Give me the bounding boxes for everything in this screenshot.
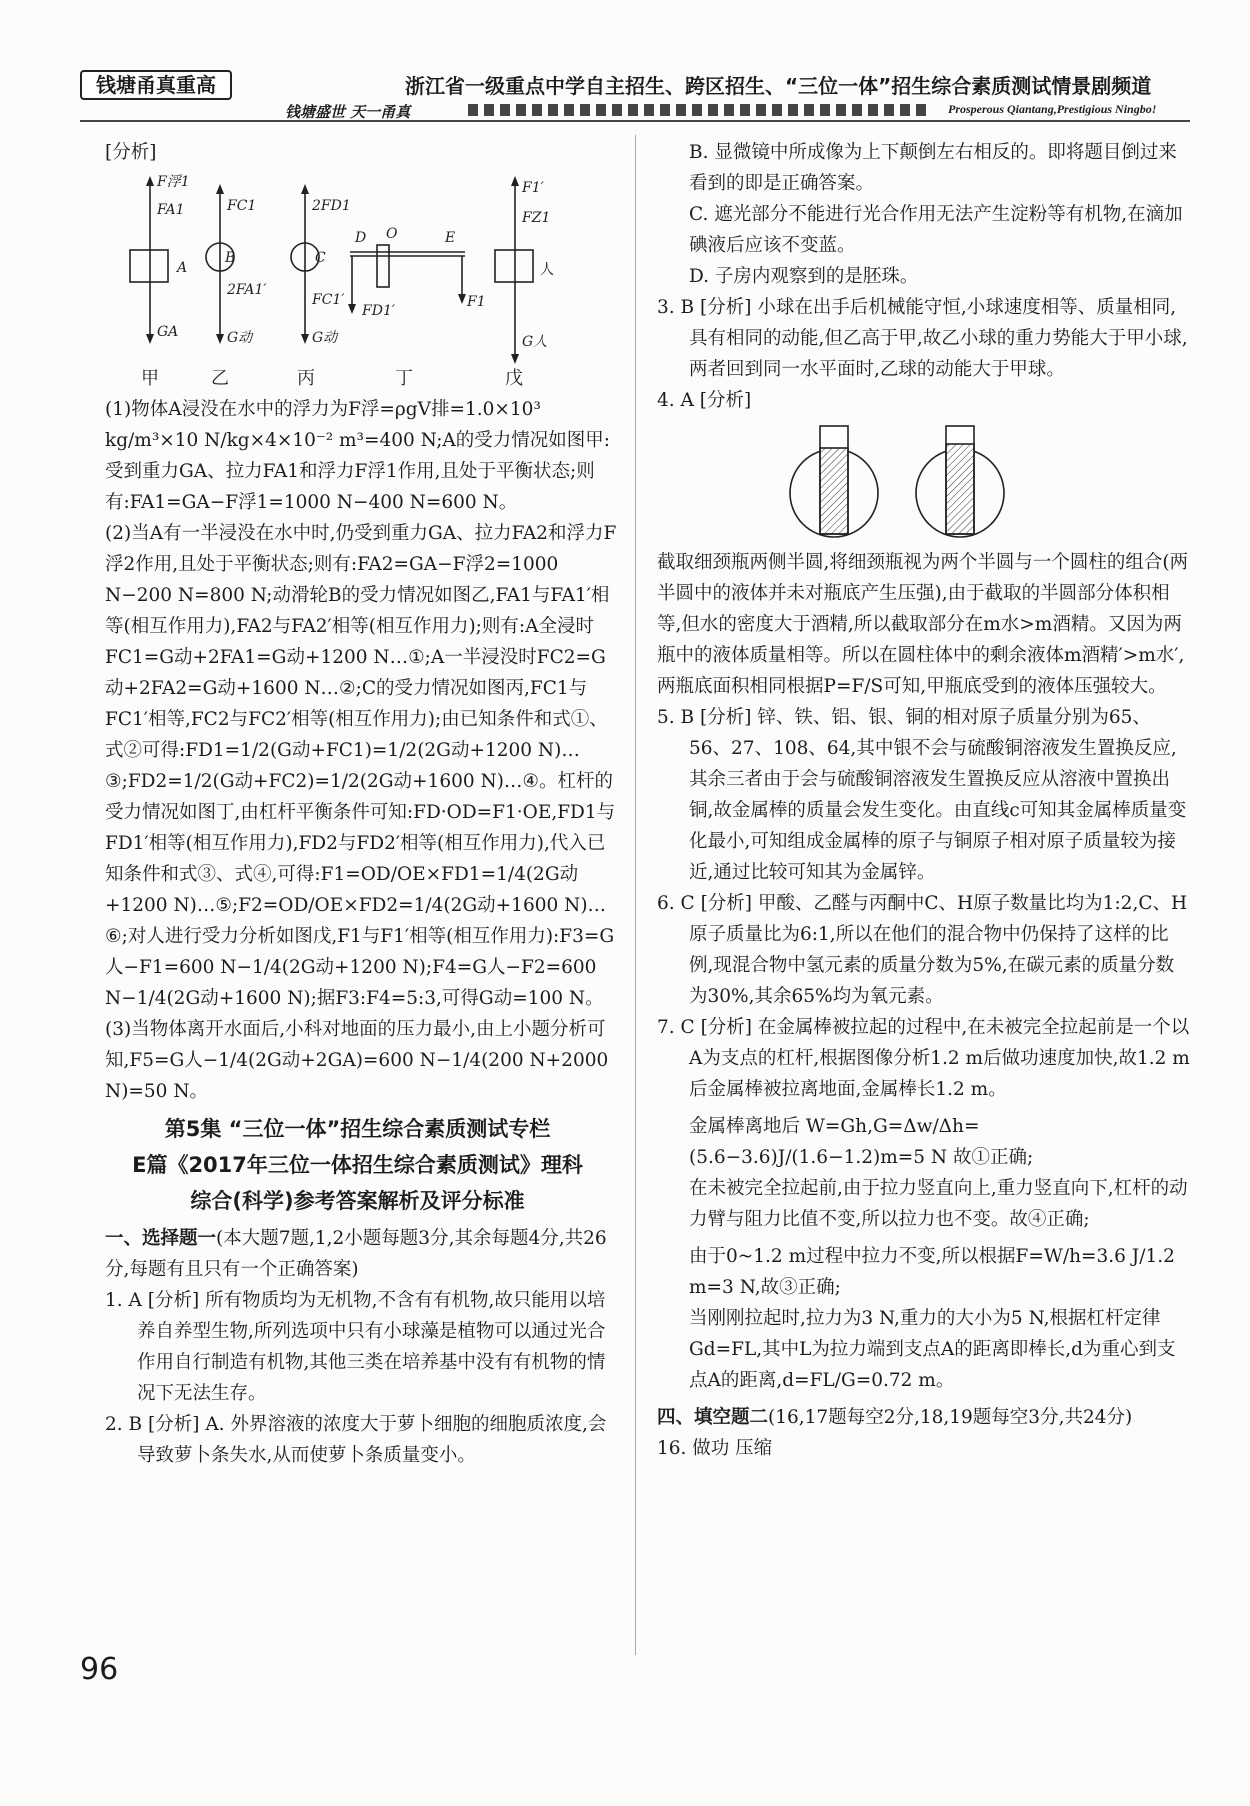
section-title-2: E篇《2017年三位一体招生综合素质测试》理科 [132,1153,583,1177]
label-2FA1p: 2FA1′ [227,282,267,298]
label-G-person: G人 [522,334,548,350]
column-divider [635,135,636,1655]
label-FD1p: FD1′ [362,303,396,319]
answer-q5: 5. B [分析] 锌、铁、铝、银、铜的相对原子质量分别为65、56、27、108、64,其中银不会与硫酸铜溶液发生置换反应,其余三者由于会与硫酸铜溶液发生置换反应从溶液中置换出铜,故金属棒的质量会发生变化。由直线c可知其金属棒质量变化最小,可知组成金属棒的原子与铜原子相对原子质量较为接近,通过比较可知其为金属锌。 [657,707,1187,883]
header-title: 浙江省一级重点中学自主招生、跨区招生、“三位一体”招生综合素质测试情景剧频道 [405,74,1152,98]
answer-q6: 6. C [分析] 甲酸、乙醛与丙酮中C、H原子数量比均为1:2,C、H原子质量比为6:1,所以在他们的混合物中仍保持了这样的比例,现混合物中氢元素的质量分数为5%,在碳元素的质量分数为30%,其余65%均为氧元素。 [657,893,1188,1007]
left-column [105,137,620,1471]
label-A: A [177,260,188,276]
header-rule [80,120,1190,122]
force-diagram [105,170,615,390]
answer-q7-b: 在未被完全拉起前,由于拉力竖直向上,重力竖直向下,杠杆的动力臂与阻力比值不变,所以拉力也不变。故④正确; [689,1178,1188,1230]
answer-q7-c: 由于0~1.2 m过程中拉力不变,所以根据F=W/h=3.6 J/1.2 m=3 N,故③正确; [689,1246,1175,1298]
fill-heading-text: (16,17题每空2分,18,19题每空3分,共24分) [768,1407,1133,1428]
right-column [657,137,1190,1464]
page-number: 96 [80,1652,119,1687]
section-title-3: 综合(科学)参考答案解析及评分标准 [190,1189,525,1213]
answer-q7: 7. C [分析] 在金属棒被拉起的过程中,在未被完全拉起前是一个以A为支点的杠杆,根据图像分析1.2 m后做功速度加快,故1.2 m后金属棒被拉离地面,金属棒长1.2 m。 [657,1017,1190,1100]
answer-q7-a: 金属棒离地后 W=Gh,G=Δw/Δh=(5.6−3.6)J/(1.6−1.2)m=5 N 故①正确; [689,1116,1034,1168]
caption-jia: 甲 [141,368,159,389]
caption-yi: 乙 [211,368,229,389]
label-F-float1: F浮1 [157,174,190,190]
label-O: O [386,226,398,242]
label-B: B [225,250,236,266]
answer-q1: 1. A [分析] 所有物质均为无机物,不含有有机物,故只能用以培养自养型生物,所列选项中只有小球藻是植物可以通过光合作用自行制造有机物,其他三类在培养基中没有有机物的情况下无法生存。 [105,1290,606,1404]
choice-heading-text: (本大题7题,1,2小题每题3分,其余每题4分,共26分,每题有且只有一个正确答案) [105,1228,607,1280]
bottle-diagram [657,418,1177,543]
label-F1: F1 [467,294,486,310]
answer-q4: 4. A [分析] [657,390,752,411]
header-english: Prosperous Qiantang,Prestigious Ningbo! [948,102,1157,116]
header-subtitle: 钱塘盛世 天一甬真 [285,103,411,121]
solution-part1: (1)物体A浸没在水中的浮力为F浮=ρgV排=1.0×10³ kg/m³×10 N/kg×4×10⁻² m³=400 N;A的受力情况如图甲:受到重力GA、拉力FA1和浮力F浮1作用,且处于平衡状态;则有:FA1=GA−F浮1=1000 N−400 N=600 N。 [105,399,611,513]
caption-bing: 丙 [297,368,315,389]
label-D: D [355,230,367,246]
caption-wu: 戊 [505,368,523,389]
header-brand-box: 钱塘甬真重高 [80,70,232,100]
answer-q4-text: 截取细颈瓶两侧半圆,将细颈瓶视为两个半圆与一个圆柱的组合(两半圆中的液体并未对瓶底产生压强),由于截取的半圆部分体积相等,但水的密度大于酒精,所以截取部分在m水>m酒精。又因为两瓶中的液体质量相等。所以在圆柱体中的剩余液体m酒精′>m水′,两瓶底面积相同根据P=F/S可知,甲瓶底受到的液体压强较大。 [657,552,1189,697]
answer-q7-d: 当刚刚拉起时,拉力为3 N,重力的大小为5 N,根据杠杆定律Gd=FL,其中L为拉力端到支点A的距离即棒长,d为重心到支点A的距离,d=FL/G=0.72 m。 [689,1308,1176,1391]
label-F1p: F1′ [522,180,544,196]
analysis-label: [分析] [105,142,157,163]
label-person: 人 [540,262,554,278]
answer-q2-c: C. 遮光部分不能进行光合作用无法产生淀粉等有机物,在滴加碘液后应该不变蓝。 [689,204,1183,256]
choice-heading [105,1223,620,1285]
choice-heading-bold: 一、选择题一 [105,1228,217,1249]
label-G-dong-C: G动 [312,330,338,346]
fill-heading [657,1402,1190,1433]
label-FC1: FC1 [227,198,257,214]
label-FZ1: FZ1 [522,210,551,226]
label-C: C [315,250,326,266]
label-G-dong-B: G动 [227,330,253,346]
answer-q2: 2. B [分析] A. 外界溶液的浓度大于萝卜细胞的细胞质浓度,会导致萝卜条失水,从而使萝卜条质量变小。 [105,1414,607,1466]
answer-q2-d: D. 子房内观察到的是胚珠。 [689,266,919,287]
caption-ding: 丁 [395,368,413,389]
label-FA1: FA1 [157,202,185,218]
answer-q2-b: B. 显微镜中所成像为上下颠倒左右相反的。即将题目倒过来看到的即是正确答案。 [689,142,1177,194]
answer-q3: 3. B [分析] 小球在出手后机械能守恒,小球速度相等、质量相同,具有相同的动能,但乙高于甲,故乙小球的重力势能大于甲小球,两者回到同一水平面时,乙球的动能大于甲球。 [657,297,1188,380]
solution-part3: (3)当物体离开水面后,小科对地面的压力最小,由上小题分析可知,F5=G人−1/4(2G动+2GA)=600 N−1/4(200 N+2000 N)=50 N。 [105,1019,609,1102]
section-title-1: 第5集 “三位一体”招生综合素质测试专栏 [164,1117,551,1141]
solution-part2: (2)当A有一半浸没在水中时,仍受到重力GA、拉力FA2和浮力F浮2作用,且处于平衡状态;则有:FA2=GA−F浮2=1000 N−200 N=800 N;动滑轮B的受力情况如图乙,FA1与FA1′相等(相互作用力),FA2与FA2′相等(相互作用力);则有:A全浸时FC1=G动+2FA1=G动+1200 N…①;A一半浸没时FC2=G动+2FA2=G动+1600 N…②;C的受力情况如图丙,FC1与FC1′相等,FC2与FC2′相等(相互作用力);由已知条件和式①、式②可得:FD1=1/2(G动+FC1)=1/2(2G动+1200 N)…③;FD2=1/2(G动+FC2)=1/2(2G动+1600 N)…④。杠杆的受力情况如图丁,由杠杆平衡条件可知:FD·OD=F1·OE,FD1与FD1′相等(相互作用力),FD2与FD2′相等(相互作用力),代入已知条件和式③、式④,可得:F1=OD/OE×FD1=1/4(2G动+1200 N)…⑤;F2=OD/OE×FD2=1/4(2G动+1600 N)…⑥;对人进行受力分析如图戊,F1与F1′相等(相互作用力):F3=G人−F1=600 N−1/4(2G动+1200 N);F4=G人−F2=600 N−1/4(2G动+1600 N);据F3:F4=5:3,可得G动=100 N。 [105,523,617,1009]
fill-heading-bold: 四、填空题二 [657,1407,769,1428]
label-2FD1: 2FD1 [312,198,351,214]
label-GA: GA [157,324,179,340]
label-E: E [445,230,456,246]
header-dash-bar [468,104,928,116]
label-FC1p: FC1′ [312,292,345,308]
answer-q16: 16. 做功 压缩 [657,1438,773,1459]
